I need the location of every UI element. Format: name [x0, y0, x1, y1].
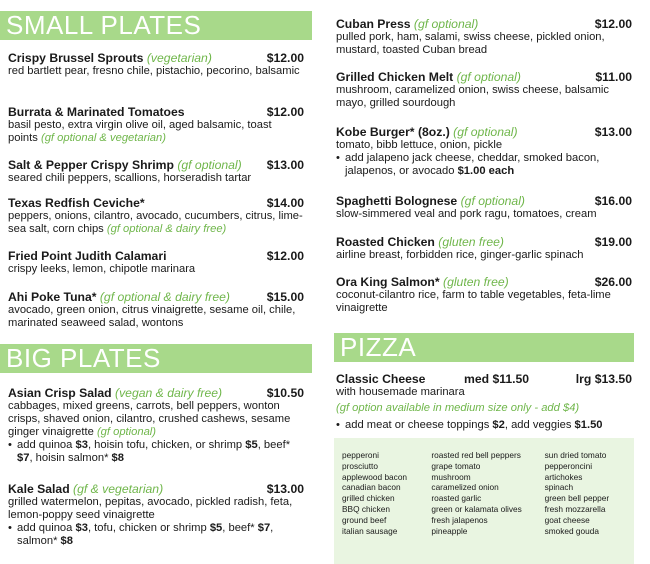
- item-addon: • add quinoa $3, hoisin tofu, chicken, or shrimp $5, beef* $7, hoisin salmon* $8: [8, 439, 304, 465]
- item-name: Kale Salad: [8, 482, 70, 496]
- item-note: (gf optional): [177, 158, 242, 172]
- item-note: (gf optional): [96, 426, 157, 438]
- item-name: Asian Crisp Salad: [8, 386, 112, 400]
- item-description: red bartlett pear, fresno chile, pistachio, pecorino, balsamic: [8, 65, 300, 77]
- item-description: grilled watermelon, pepitas, avocado, pickled radish, feta, lemon-poppy seed vinaigrette: [8, 496, 293, 521]
- item-description: peppers, onions, cilantro, avocado, cucumbers, citrus, lime-sea salt, corn chips: [8, 210, 303, 235]
- menu-item: [8, 249, 304, 276]
- item-name: Salt & Pepper Crispy Shrimp: [8, 158, 174, 172]
- menu-item: [336, 275, 632, 315]
- item-price: $16.00: [594, 194, 632, 208]
- topping: italian sausage: [342, 525, 398, 536]
- item-addon: • add quinoa $3, tofu, chicken or shrimp $5, beef* $7, salmon* $8: [8, 522, 304, 548]
- topping: grape tomato: [431, 460, 481, 471]
- item-price: $11.00: [595, 70, 632, 84]
- item-note: (gf optional & dairy free): [106, 223, 227, 235]
- item-addon: • add jalapeno jack cheese, cheddar, smoked bacon, jalapenos, or avocado $1.00 each: [336, 152, 632, 178]
- menu-item: [336, 235, 632, 262]
- topping: sun dried tomato: [544, 450, 607, 460]
- topping: fresh jalapenos: [431, 514, 488, 525]
- item-name: Spaghetti Bolognese: [336, 194, 458, 208]
- item-description: with housemade marinara: [336, 386, 465, 398]
- toppings-column: [431, 450, 544, 564]
- gf-note: (gf option available in medium size only - add $4): [336, 402, 580, 414]
- big-plates-heading: BIG PLATES: [0, 344, 312, 373]
- menu-item: [336, 372, 632, 432]
- topping: grilled chicken: [342, 493, 395, 504]
- item-price: $12.00: [266, 249, 304, 263]
- toppings-column: [545, 450, 634, 564]
- item-price: $13.00: [266, 158, 304, 172]
- item-description: mushroom, caramelized onion, swiss cheese, balsamic mayo, grilled sourdough: [336, 84, 609, 109]
- topping: BBQ chicken: [342, 503, 390, 514]
- topping: roasted garlic: [431, 493, 482, 504]
- item-price: $15.00: [266, 290, 304, 304]
- topping: roasted red bell peppers: [431, 450, 521, 460]
- item-name: Ahi Poke Tuna*: [8, 290, 97, 304]
- item-description: crispy leeks, lemon, chipotle marinara: [8, 263, 196, 275]
- item-name: Texas Redfish Ceviche*: [8, 196, 145, 210]
- item-price-medium: med $11.50: [464, 372, 530, 386]
- item-name: Cuban Press: [336, 17, 411, 31]
- item-name: Burrata & Marinated Tomatoes: [8, 105, 185, 119]
- item-note: (gf optional): [456, 70, 521, 84]
- menu-item: [336, 17, 632, 57]
- item-description: tomato, bibb lettuce, onion, pickle: [336, 139, 503, 151]
- topping: canadian bacon: [342, 482, 401, 493]
- small-plates-heading: SMALL PLATES: [0, 11, 312, 40]
- topping: green or kalamata olives: [431, 503, 522, 514]
- item-price: $12.00: [266, 105, 304, 119]
- menu-item: [8, 290, 304, 330]
- item-description: pulled pork, ham, salami, swiss cheese, pickled onion, mustard, toasted Cuban bread: [336, 31, 605, 56]
- item-note: (gf optional & dairy free): [99, 290, 230, 304]
- item-price: $26.00: [594, 275, 632, 289]
- item-description: cabbages, mixed greens, carrots, bell peppers, wonton crisps, shaved onion, cilantro, crushed cashews, sesame ginger vinaigrette: [8, 400, 291, 438]
- topping: goat cheese: [544, 514, 590, 525]
- topping: prosciutto: [342, 460, 378, 471]
- menu-item: [8, 196, 304, 236]
- item-name: Kobe Burger* (8oz.): [336, 125, 450, 139]
- item-note: (gf & vegetarian): [73, 482, 164, 496]
- menu-item: [8, 386, 304, 465]
- item-price: $12.00: [266, 51, 304, 65]
- item-description: airline breast, forbidden rice, ginger-garlic spinach: [336, 249, 584, 261]
- topping: pepperoncini: [544, 460, 593, 471]
- menu-item: [8, 482, 304, 548]
- item-note: (vegan & dairy free): [115, 386, 223, 400]
- topping: mushroom: [431, 471, 471, 482]
- item-description: seared chili peppers, scallions, horseradish tartar: [8, 172, 252, 184]
- item-price-large: lrg $13.50: [575, 372, 632, 386]
- item-price: $12.00: [594, 17, 632, 31]
- item-name: Roasted Chicken: [336, 235, 435, 249]
- item-note: (gf optional): [413, 17, 479, 31]
- item-description: slow-simmered veal and pork ragu, tomatoes, cream: [336, 208, 597, 220]
- toppings-column: [342, 450, 431, 564]
- item-note: (gf optional & vegetarian): [40, 132, 166, 144]
- topping: applewood bacon: [342, 471, 408, 482]
- topping: artichokes: [544, 471, 583, 482]
- topping: spinach: [544, 482, 574, 493]
- topping: pineapple: [431, 525, 468, 536]
- item-price: $10.50: [266, 386, 304, 400]
- item-name: Fried Point Judith Calamari: [8, 249, 167, 263]
- item-note: (gluten free): [438, 235, 504, 249]
- topping: pepperoni: [342, 450, 379, 460]
- menu-item: [8, 158, 304, 185]
- topping: fresh mozzarella: [544, 503, 606, 514]
- item-description: avocado, green onion, citrus vinaigrette, sesame oil, chile, marinated seaweed salad, wontons: [8, 304, 296, 329]
- item-description: coconut-cilantro rice, farm to table vegetables, feta-lime vinaigrette: [336, 289, 611, 314]
- item-note: (gluten free): [443, 275, 509, 289]
- menu-item: [336, 194, 632, 221]
- menu-item: [8, 105, 304, 145]
- item-description: basil pesto, extra virgin olive oil, aged balsamic, toast points: [8, 119, 272, 144]
- pizza-heading: PIZZA: [334, 333, 634, 362]
- topping: smoked gouda: [544, 525, 600, 536]
- menu-item: [336, 70, 632, 110]
- topping: ground beef: [342, 514, 387, 525]
- menu-item: [8, 51, 304, 78]
- item-price: $19.00: [594, 235, 632, 249]
- item-price: $13.00: [266, 482, 304, 496]
- item-note: (gf optional): [453, 125, 518, 139]
- item-price: $13.00: [594, 125, 632, 139]
- item-note: (vegetarian): [146, 51, 212, 65]
- item-name: Ora King Salmon*: [336, 275, 440, 289]
- item-note: (gf optional): [460, 194, 525, 208]
- item-name: Grilled Chicken Melt: [336, 70, 454, 84]
- item-name: Crispy Brussel Sprouts: [8, 51, 144, 65]
- topping: green bell pepper: [544, 493, 610, 504]
- topping: caramelized onion: [431, 482, 499, 493]
- item-name: Classic Cheese: [336, 372, 426, 386]
- item-price: $14.00: [266, 196, 304, 210]
- menu-item: [336, 125, 632, 178]
- item-addon: • add meat or cheese toppings $2, add veggies $1.50: [336, 419, 632, 432]
- toppings-box: [334, 438, 634, 564]
